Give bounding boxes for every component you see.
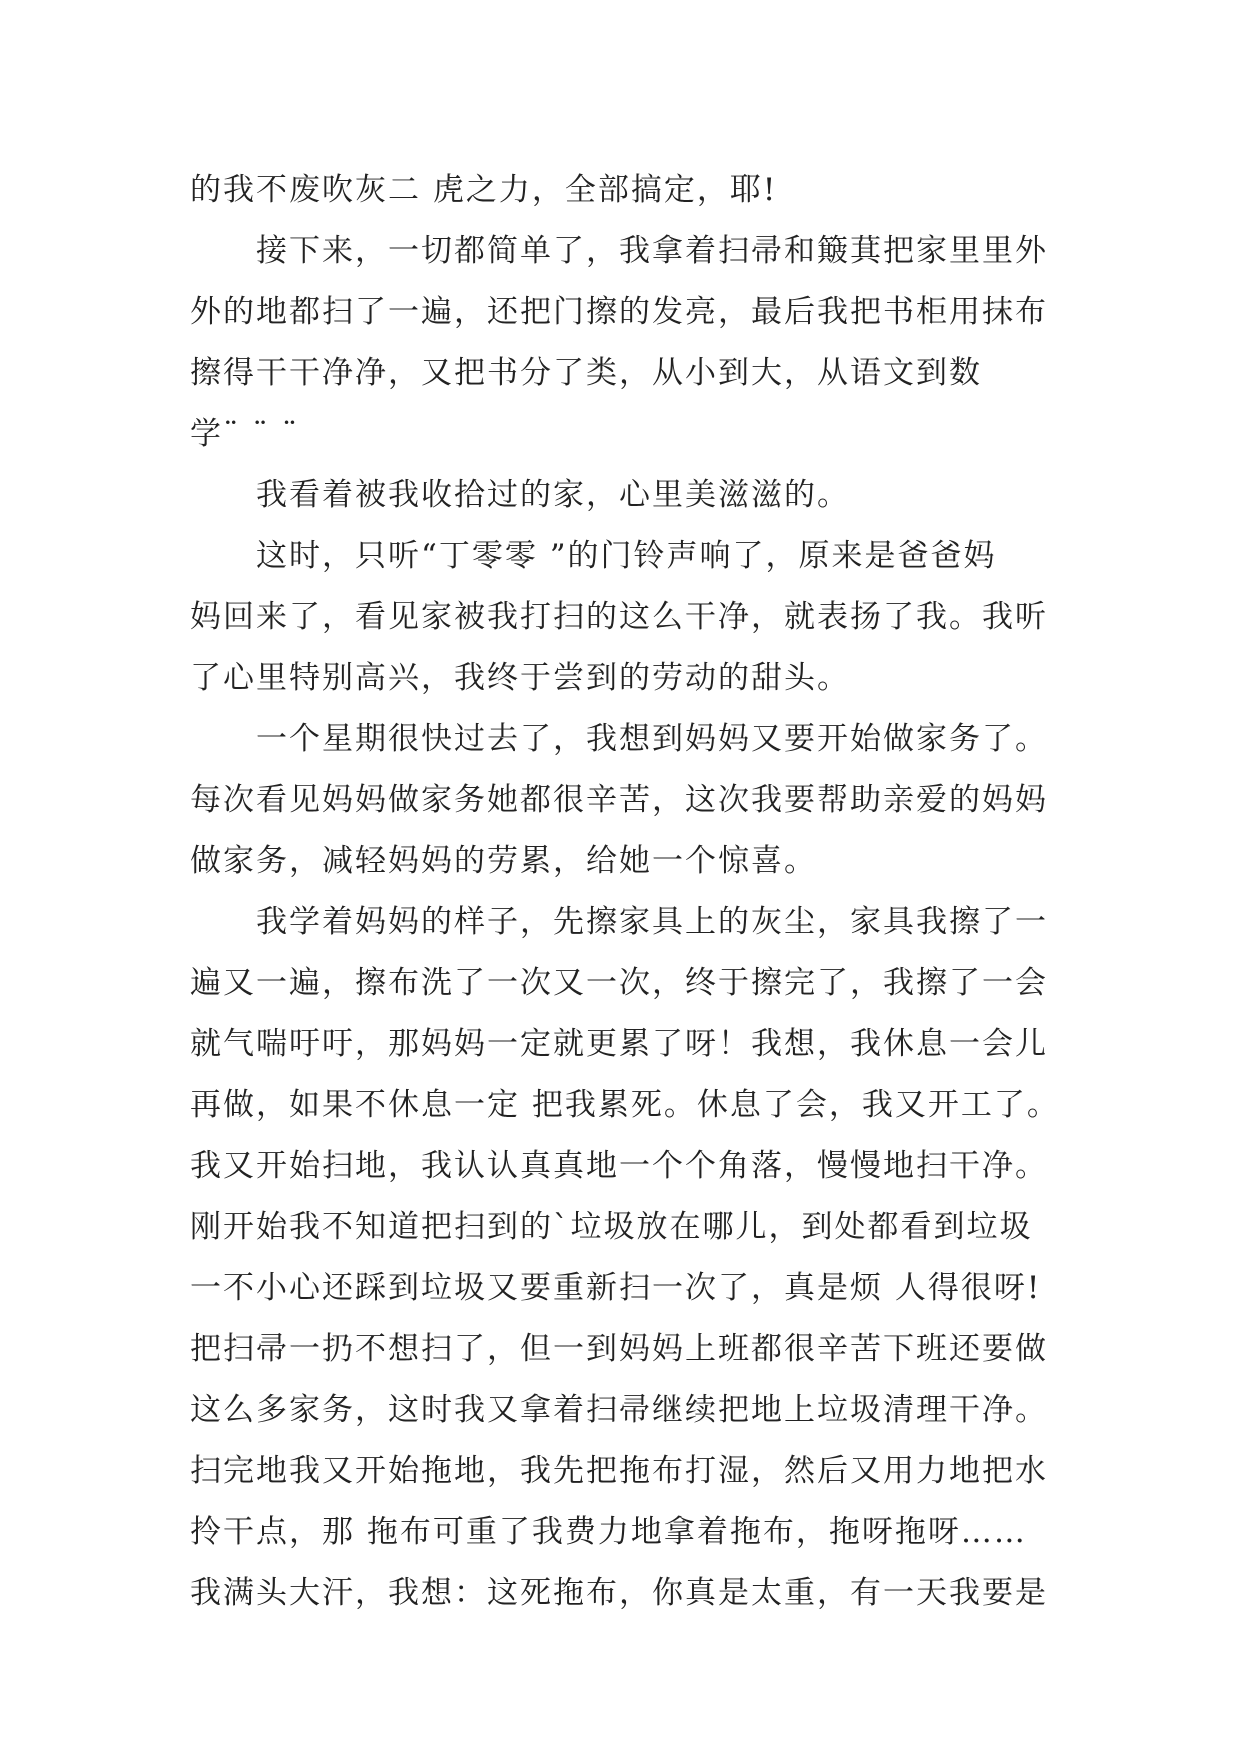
essay-body: [190, 160, 1090, 1624]
text-line: 一个星期很快过去了，我想到妈妈又要开始做家务了。: [256, 721, 1048, 757]
text-line: 的我不废吹灰二 虎之力，全部搞定，耶!: [190, 172, 778, 208]
text-line: 这时，只听“丁零零 ”的门铃声响了，原来是爸爸妈: [256, 538, 997, 574]
text-line: 我满头大汗，我想：这死拖布，你真是太重，有一天我要是: [190, 1575, 1048, 1611]
text-line: 外的地都扫了一遍，还把门擦的发亮，最后我把书柜用抹布: [190, 294, 1048, 330]
text-line: 我学着妈妈的样子，先擦家具上的灰尘，家具我擦了一: [256, 904, 1048, 940]
text-line: 把扫帚一扔不想扫了，但一到妈妈上班都很辛苦下班还要做: [190, 1331, 1048, 1367]
text-line: 刚开始我不知道把扫到的`垃圾放在哪儿，到处都看到垃圾: [190, 1209, 1033, 1245]
text-line: 擦得干干净净，又把书分了类，从小到大，从语文到数: [190, 355, 982, 391]
text-line: 再做，如果不休息一定 把我累死。休息了会，我又开工了。: [190, 1087, 1060, 1123]
text-line: 学¨ ¨ ¨: [190, 416, 300, 452]
text-line: 我又开始扫地，我认认真真地一个个角落，慢慢地扫干净。: [190, 1148, 1048, 1184]
text-line: 拎干点，那 拖布可重了我费力地拿着拖布，拖呀拖呀……: [190, 1514, 1027, 1550]
text-line: 了心里特别高兴，我终于尝到的劳动的甜头。: [190, 660, 850, 696]
text-line: 就气喘吁吁，那妈妈一定就更累了呀！我想，我休息一会儿: [190, 1026, 1048, 1062]
text-line: 这么多家务，这时我又拿着扫帚继续把地上垃圾清理干净。: [190, 1392, 1048, 1428]
text-line: 遍又一遍，擦布洗了一次又一次，终于擦完了，我擦了一会: [190, 965, 1048, 1001]
text-line: 做家务，减轻妈妈的劳累，给她一个惊喜。: [190, 843, 817, 879]
text-line: 妈回来了，看见家被我打扫的这么干净，就表扬了我。我听: [190, 599, 1048, 635]
text-line: 我看着被我收拾过的家，心里美滋滋的。: [256, 477, 850, 513]
text-line: 一不小心还踩到垃圾又要重新扫一次了，真是烦 人得很呀!: [190, 1270, 1042, 1306]
text-line: 每次看见妈妈做家务她都很辛苦，这次我要帮助亲爱的妈妈: [190, 782, 1048, 818]
text-line: 接下来，一切都简单了，我拿着扫帚和簸萁把家里里外: [256, 233, 1048, 269]
text-line: 扫完地我又开始拖地，我先把拖布打湿，然后又用力地把水: [190, 1453, 1048, 1489]
